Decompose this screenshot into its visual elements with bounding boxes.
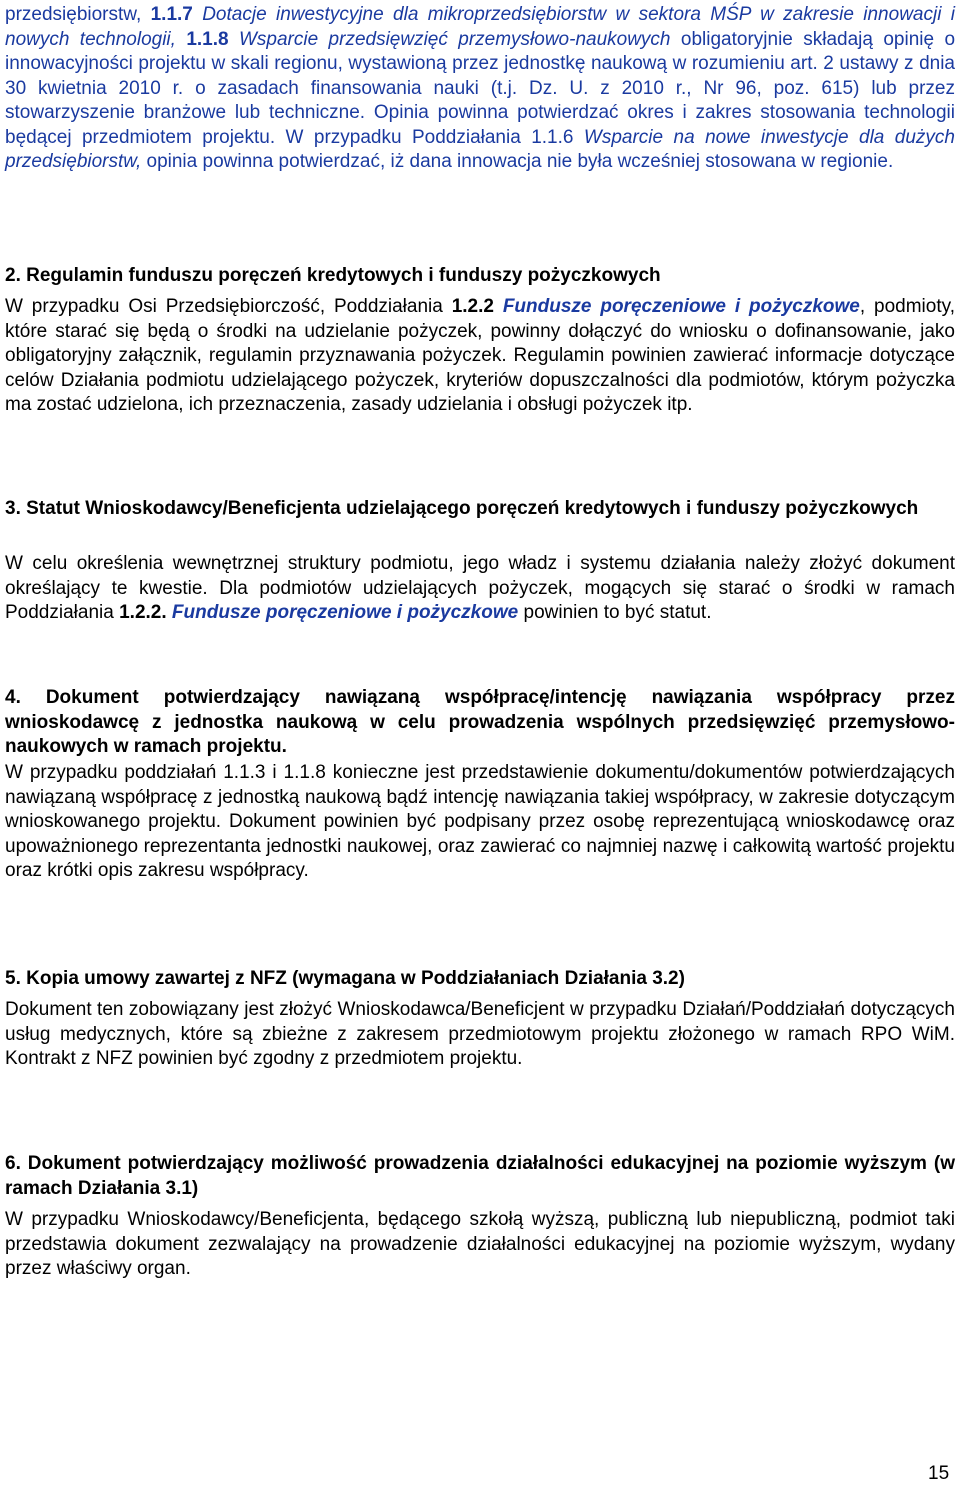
intro-text-1: przedsiębiorstw, (5, 4, 151, 25)
section-5-paragraph: Dokument ten zobowiązany jest złożyć Wnioskodawca/Beneficjent w przypadku Działań/Poddziałań dotyczących usług medycznych, które są zbieżne z zakresem przedmiotowym projektu złożonego w ramach RPO WiM. Kontrakt z NFZ powinien być zgodny z przedmiotem projektu. (5, 999, 955, 1069)
intro-text-2: Dotacje inwestycyjne dla mikroprzedsiębiorstw w sektora MŚP w zakresie innowacji i nowych technologii, (5, 4, 955, 50)
intro-paragraph (5, 3, 955, 175)
section-3-text-b: powinien to być statut. (518, 602, 712, 623)
section-5-heading: 5. Kopia umowy zawartej z NFZ (wymagana w Poddziałaniach Działania 3.2) (5, 968, 685, 989)
section-2-paragraph (5, 295, 955, 418)
section-2-text-a: W przypadku Osi Przedsiębiorczość, Poddziałania (5, 296, 452, 317)
section-2-heading: 2. Regulamin funduszu poręczeń kredytowych i funduszy pożyczkowych (5, 265, 661, 286)
section-3-heading: 3. Statut Wnioskodawcy/Beneficjenta udzielającego poręczeń kredytowych i funduszy pożyczkowych (5, 498, 919, 519)
section-6-heading: 6. Dokument potwierdzający możliwość prowadzenia działalności edukacyjnej na poziomie wyższym (w ramach Działania 3.1) (5, 1153, 955, 1199)
section-2-code: 1.2.2 (451, 296, 494, 317)
page-number: 15 (928, 1463, 950, 1484)
section-3-paragraph (5, 552, 955, 626)
section-2-measure: Fundusze poręczeniowe i pożyczkowe (493, 296, 860, 317)
intro-text-3: Wsparcie przedsięwzięć przemysłowo-naukowych (228, 28, 671, 50)
section-3-code: 1.2.2. (119, 602, 167, 623)
intro-text-5: opinia powinna potwierdzać, iż dana innowacja nie była wcześniej stosowana w regionie. (141, 151, 894, 172)
section-6-paragraph: W przypadku Wnioskodawcy/Beneficjenta, będącego szkołą wyższą, publiczną lub niepubliczną, podmiot taki przedstawia dokument zezwalający na prowadzenie działalności edukacyjnej na poziomie wyższym, wydany przez właściwy organ. (5, 1209, 955, 1279)
section-3-measure: Fundusze poręczeniowe i pożyczkowe (166, 602, 519, 623)
intro-code-117: 1.1.7 (150, 4, 193, 25)
intro-italic-measure: Wsparcie na nowe inwestycje dla dużych przedsiębiorstw, (5, 126, 955, 172)
section-2-text-b: , podmioty, które starać się będą o środki na udzielanie pożyczek, powinny dołączyć do wniosku o dofinansowanie, jako obligatoryjny załącznik, regulamin przyznawania pożyczek. Regulamin powinien zawierać informacje dotyczące celów Działania podmiotu udzielającego pożyczek, kryteriów dopuszczalności dla podmiotów, którym pożyczka ma zostać udzielona, ich przeznaczenia, zasady udzielania i obsługi pożyczek itp. (5, 296, 955, 415)
section-4-paragraph: W przypadku poddziałań 1.1.3 i 1.1.8 konieczne jest przedstawienie dokumentu/dokumentów potwierdzających nawiązaną współpracę z jednostką naukową bądź intencję nawiązania takiej współpracy, w zakresie dotyczącym wnioskowanego projektu. Dokument powinien być podpisany przez osobę reprezentującą wnioskodawcę oraz upoważnionego reprezentanta jednostki naukowej, oraz zawierać co najmniej nazwę i całkowitą wartość projektu oraz krótki opis zakresu współpracy. (5, 762, 955, 881)
intro-text-4: obligatoryjnie składają opinię o innowacyjności projektu w skali regionu, wystawioną przez jednostkę naukową w rozumieniu art. 2 ustawy z dnia 30 kwietnia 2010 r. o zasadach finansowania nauki (t.j. Dz. U. z 2010 r., Nr 96, poz. 615) lub przez stowarzyszenie branżowe lub techniczne. Opinia powinna potwierdzać okres i zakres stosowania technologii będącej przedmiotem projektu. W przypadku Poddziałania 1.1.6 (5, 28, 956, 148)
section-3-text-a: W celu określenia wewnętrznej struktury podmiotu, jego władz i systemu działania należy złożyć dokument określający te kwestie. Dla podmiotów udzielających pożyczek, mogących się starać o środki w ramach Poddziałania (5, 553, 955, 623)
section-4-heading: 4. Dokument potwierdzający nawiązaną współpracę/intencję nawiązania współpracy przez wnioskodawcę z jednostka naukową w celu prowadzenia wspólnych przedsięwzięć przemysłowo-naukowych w ramach projektu. (5, 687, 955, 757)
intro-code-118: 1.1.8 (186, 28, 229, 50)
